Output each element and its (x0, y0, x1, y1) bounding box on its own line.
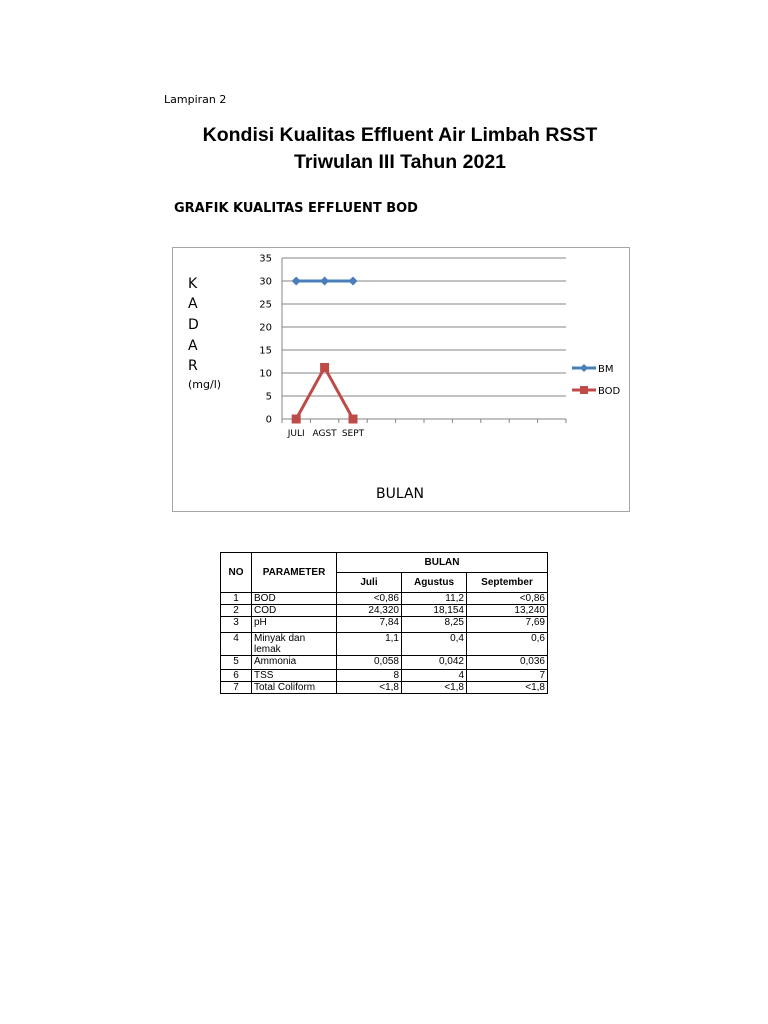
value-juli: 1,1 (337, 633, 402, 656)
table-row (221, 593, 548, 605)
row-number: 5 (221, 656, 252, 670)
x-tick-label: AGST (312, 429, 337, 439)
value-agustus: 11,2 (402, 593, 467, 605)
y-tick-label: 10 (259, 368, 272, 380)
value-juli: 8 (337, 670, 402, 682)
x-tick-label: JULI (287, 429, 305, 439)
y-axis-label-letter: A (188, 338, 198, 354)
row-number: 4 (221, 633, 252, 656)
table-row (221, 682, 548, 694)
table-row (221, 633, 548, 656)
y-axis-label-letter: K (188, 276, 198, 292)
value-juli: 24,320 (337, 605, 402, 617)
value-agustus: <1,8 (402, 682, 467, 694)
x-axis-title: BULAN (376, 486, 425, 502)
value-agustus: 8,25 (402, 617, 467, 633)
row-parameter: pH (252, 617, 337, 633)
data-point-bod (349, 415, 358, 424)
data-point-bm (292, 277, 301, 286)
table-row (221, 656, 548, 670)
legend-marker-bod (580, 386, 588, 394)
legend-marker-bm (580, 364, 588, 372)
document-title-line-1: Kondisi Kualitas Effluent Air Limbah RSST (202, 124, 598, 146)
y-tick-label: 25 (259, 299, 272, 311)
header-parameter: PARAMETER (252, 553, 337, 593)
table-row (221, 605, 548, 617)
y-tick-label: 30 (259, 276, 272, 288)
value-agustus: 18,154 (402, 605, 467, 617)
row-parameter: TSS (252, 670, 337, 682)
value-september: <0,86 (467, 593, 548, 605)
row-parameter: COD (252, 605, 337, 617)
x-tick-label: SEPT (341, 429, 365, 439)
row-parameter: BOD (252, 593, 337, 605)
y-tick-label: 35 (259, 253, 272, 265)
y-axis-label-letter: R (188, 358, 198, 374)
row-number: 1 (221, 593, 252, 605)
data-point-bod (292, 415, 301, 424)
row-number: 7 (221, 682, 252, 694)
value-agustus: 0,4 (402, 633, 467, 656)
legend-label-bm: BM (598, 364, 614, 375)
value-agustus: 4 (402, 670, 467, 682)
legend-label-bod: BOD (598, 386, 621, 397)
value-september: <1,8 (467, 682, 548, 694)
value-juli: <1,8 (337, 682, 402, 694)
header-no: NO (221, 553, 252, 593)
y-tick-label: 0 (265, 414, 272, 426)
y-tick-label: 20 (259, 322, 272, 334)
data-point-bm (320, 277, 329, 286)
y-axis-label-letter: A (188, 296, 198, 312)
y-tick-label: 15 (259, 345, 272, 357)
row-number: 3 (221, 617, 252, 633)
table-row (221, 617, 548, 633)
chart-heading: GRAFIK KUALITAS EFFLUENT BOD (174, 201, 418, 216)
y-axis-label-letter: D (188, 317, 199, 333)
row-parameter: Minyak dan lemak (252, 633, 337, 656)
value-september: 7,69 (467, 617, 548, 633)
row-number: 2 (221, 605, 252, 617)
row-parameter: Total Coliform (252, 682, 337, 694)
data-point-bod (320, 363, 329, 372)
row-number: 6 (221, 670, 252, 682)
header-month-agustus: Agustus (402, 573, 467, 593)
value-agustus: 0,042 (402, 656, 467, 670)
data-point-bm (349, 277, 358, 286)
value-september: 0,036 (467, 656, 548, 670)
y-tick-label: 5 (265, 391, 272, 403)
value-juli: <0,86 (337, 593, 402, 605)
header-bulan: BULAN (337, 553, 548, 573)
row-parameter: Ammonia (252, 656, 337, 670)
table-row (221, 670, 548, 682)
value-september: 0,6 (467, 633, 548, 656)
value-september: 7 (467, 670, 548, 682)
y-axis-unit: (mg/l) (188, 378, 222, 391)
header-month-juli: Juli (337, 573, 402, 593)
header-month-september: September (467, 573, 548, 593)
series-line-bod (296, 367, 353, 419)
value-september: 13,240 (467, 605, 548, 617)
document-title-line-2: Triwulan III Tahun 2021 (293, 151, 507, 173)
water-quality-table (220, 552, 548, 694)
value-juli: 7,84 (337, 617, 402, 633)
attachment-label: Lampiran 2 (164, 93, 227, 106)
value-juli: 0,058 (337, 656, 402, 670)
